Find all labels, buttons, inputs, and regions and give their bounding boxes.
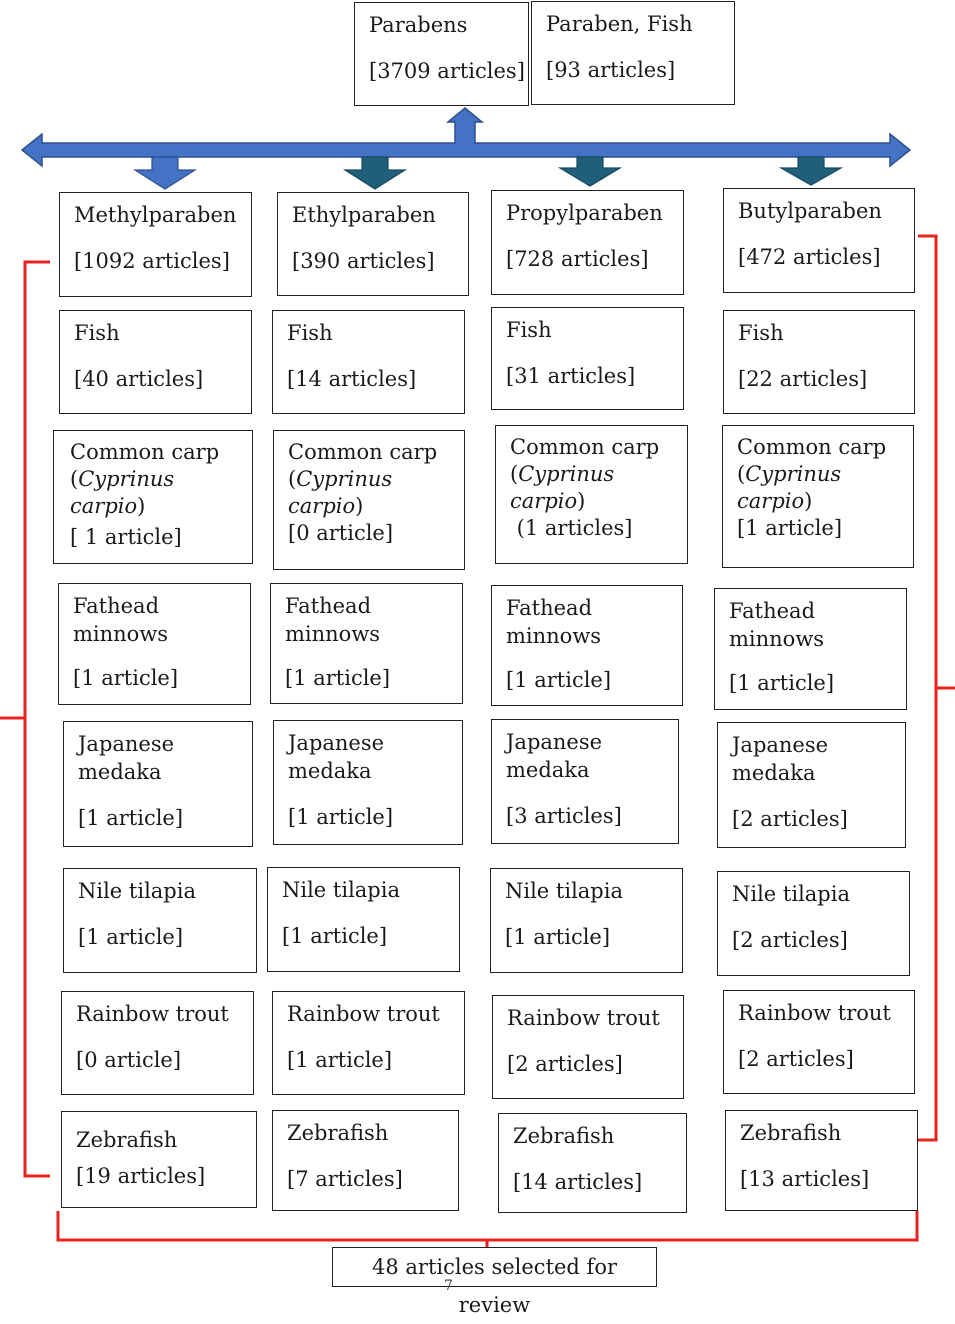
methylparaben-box (59, 192, 252, 297)
final-selection-label: 48 articles selected for review (371, 1255, 618, 1317)
propyl-zebrafish-box (498, 1113, 687, 1213)
methyl-fathead-box (58, 583, 251, 705)
carp-count: [1 article] (737, 516, 843, 540)
carp-label: Common carp (Cyprinus carpio) (737, 435, 887, 513)
ethyl-fish-box (272, 310, 465, 414)
compound-count: [390 articles] (292, 249, 435, 273)
compound-label: Methylparaben (74, 203, 237, 227)
ethylparaben-box (277, 192, 469, 296)
parabens-box (354, 2, 529, 106)
carp-count: (1 articles] (510, 516, 633, 540)
medaka-count: [1 article] (288, 805, 394, 829)
propylparaben-box (491, 190, 684, 295)
methyl-carp-box (53, 430, 253, 564)
butylparaben-box (723, 188, 915, 293)
methyl-tilapia-box (63, 868, 257, 973)
medaka-label: Japanese medaka (506, 730, 603, 782)
trout-count: [2 articles] (507, 1052, 623, 1076)
methyl-medaka-box (63, 721, 253, 847)
trout-count: [1 article] (287, 1048, 393, 1072)
tilapia-count: [1 article] (282, 924, 388, 948)
paraben-fish-label: Paraben, Fish (546, 12, 693, 36)
zebrafish-count: [7 articles] (287, 1167, 403, 1191)
medaka-label: Japanese medaka (78, 732, 175, 784)
zebrafish-count: [19 articles] (76, 1164, 206, 1188)
fathead-count: [1 article] (506, 668, 612, 692)
carp-label: Common carp (Cyprinus carpio) (288, 440, 438, 518)
parabens-label: Parabens (369, 13, 468, 37)
compound-label: Ethylparaben (292, 203, 436, 227)
fathead-label: Fathead minnows (73, 594, 169, 646)
fathead-count: [1 article] (729, 671, 835, 695)
propyl-fish-box (491, 307, 684, 410)
propyl-fathead-box (491, 585, 683, 706)
trout-label: Rainbow trout (738, 1001, 891, 1025)
fathead-label: Fathead minnows (729, 599, 825, 651)
medaka-count: [2 articles] (732, 807, 848, 831)
page-number: 7 (444, 1278, 453, 1294)
fathead-label: Fathead minnows (506, 596, 602, 648)
ethyl-carp-box (273, 430, 465, 570)
butyl-carp-box (722, 425, 914, 568)
butyl-tilapia-box (717, 871, 910, 976)
left-bracket (25, 262, 50, 1176)
ethyl-medaka-box (273, 720, 463, 845)
fish-count: [22 articles] (738, 367, 868, 391)
fish-label: Fish (74, 321, 120, 345)
tilapia-count: [1 article] (505, 925, 611, 949)
fish-label: Fish (738, 321, 784, 345)
compound-count: [728 articles] (506, 247, 649, 271)
trout-count: [2 articles] (738, 1047, 854, 1071)
fish-count: [14 articles] (287, 367, 417, 391)
carp-count: [ 1 article] (70, 525, 182, 549)
medaka-label: Japanese medaka (288, 731, 385, 783)
propyl-tilapia-box (490, 868, 683, 973)
tilapia-label: Nile tilapia (282, 878, 400, 902)
tilapia-label: Nile tilapia (732, 882, 850, 906)
methyl-zebrafish-box (61, 1111, 257, 1208)
zebrafish-label: Zebrafish (513, 1124, 615, 1148)
tilapia-label: Nile tilapia (505, 879, 623, 903)
butyl-medaka-box (717, 722, 906, 848)
fathead-count: [1 article] (73, 666, 179, 690)
right-bracket (918, 236, 936, 1140)
medaka-count: [1 article] (78, 806, 184, 830)
tilapia-label: Nile tilapia (78, 879, 196, 903)
zebrafish-label: Zebrafish (76, 1128, 178, 1152)
carp-count: [0 article] (288, 521, 394, 545)
down-arrow-propyl (560, 157, 620, 186)
butyl-trout-box (723, 990, 915, 1094)
bottom-bracket (58, 1211, 917, 1240)
zebrafish-label: Zebrafish (740, 1121, 842, 1145)
butyl-fish-box (723, 310, 915, 414)
fathead-count: [1 article] (285, 666, 391, 690)
methyl-fish-box (59, 310, 252, 414)
parabens-count: [3709 articles] (369, 59, 525, 83)
trout-label: Rainbow trout (76, 1002, 229, 1026)
zebrafish-count: [14 articles] (513, 1170, 643, 1194)
medaka-count: [3 articles] (506, 804, 622, 828)
fathead-label: Fathead minnows (285, 594, 381, 646)
trout-label: Rainbow trout (507, 1006, 660, 1030)
down-arrow-butyl (781, 157, 841, 185)
compound-count: [1092 articles] (74, 249, 230, 273)
propyl-carp-box (495, 425, 688, 564)
ethyl-trout-box (272, 991, 465, 1095)
compound-label: Propylparaben (506, 201, 663, 225)
tilapia-count: [2 articles] (732, 928, 848, 952)
ethyl-fathead-box (270, 583, 463, 704)
trout-label: Rainbow trout (287, 1002, 440, 1026)
paraben-fish-box (531, 1, 735, 105)
butyl-zebrafish-box (725, 1110, 918, 1211)
zebrafish-count: [13 articles] (740, 1167, 870, 1191)
compound-label: Butylparaben (738, 199, 882, 223)
down-arrow-methyl (135, 157, 195, 189)
propyl-trout-box (492, 995, 684, 1099)
carp-label: Common carp (Cyprinus carpio) (70, 440, 220, 518)
ethyl-zebrafish-box (272, 1110, 459, 1211)
zebrafish-label: Zebrafish (287, 1121, 389, 1145)
propyl-medaka-box (491, 719, 679, 844)
tilapia-count: [1 article] (78, 925, 184, 949)
butyl-fathead-box (714, 588, 907, 710)
fish-label: Fish (287, 321, 333, 345)
compound-count: [472 articles] (738, 245, 881, 269)
fish-label: Fish (506, 318, 552, 342)
down-arrow-ethyl (345, 157, 405, 189)
fish-count: [40 articles] (74, 367, 204, 391)
paraben-fish-count: [93 articles] (546, 58, 676, 82)
final-selection-box (332, 1247, 657, 1317)
carp-label: Common carp (Cyprinus carpio) (510, 435, 660, 513)
ethyl-tilapia-box (267, 867, 460, 972)
methyl-trout-box (61, 991, 254, 1095)
fish-count: [31 articles] (506, 364, 636, 388)
medaka-label: Japanese medaka (732, 733, 829, 785)
trout-count: [0 article] (76, 1048, 182, 1072)
